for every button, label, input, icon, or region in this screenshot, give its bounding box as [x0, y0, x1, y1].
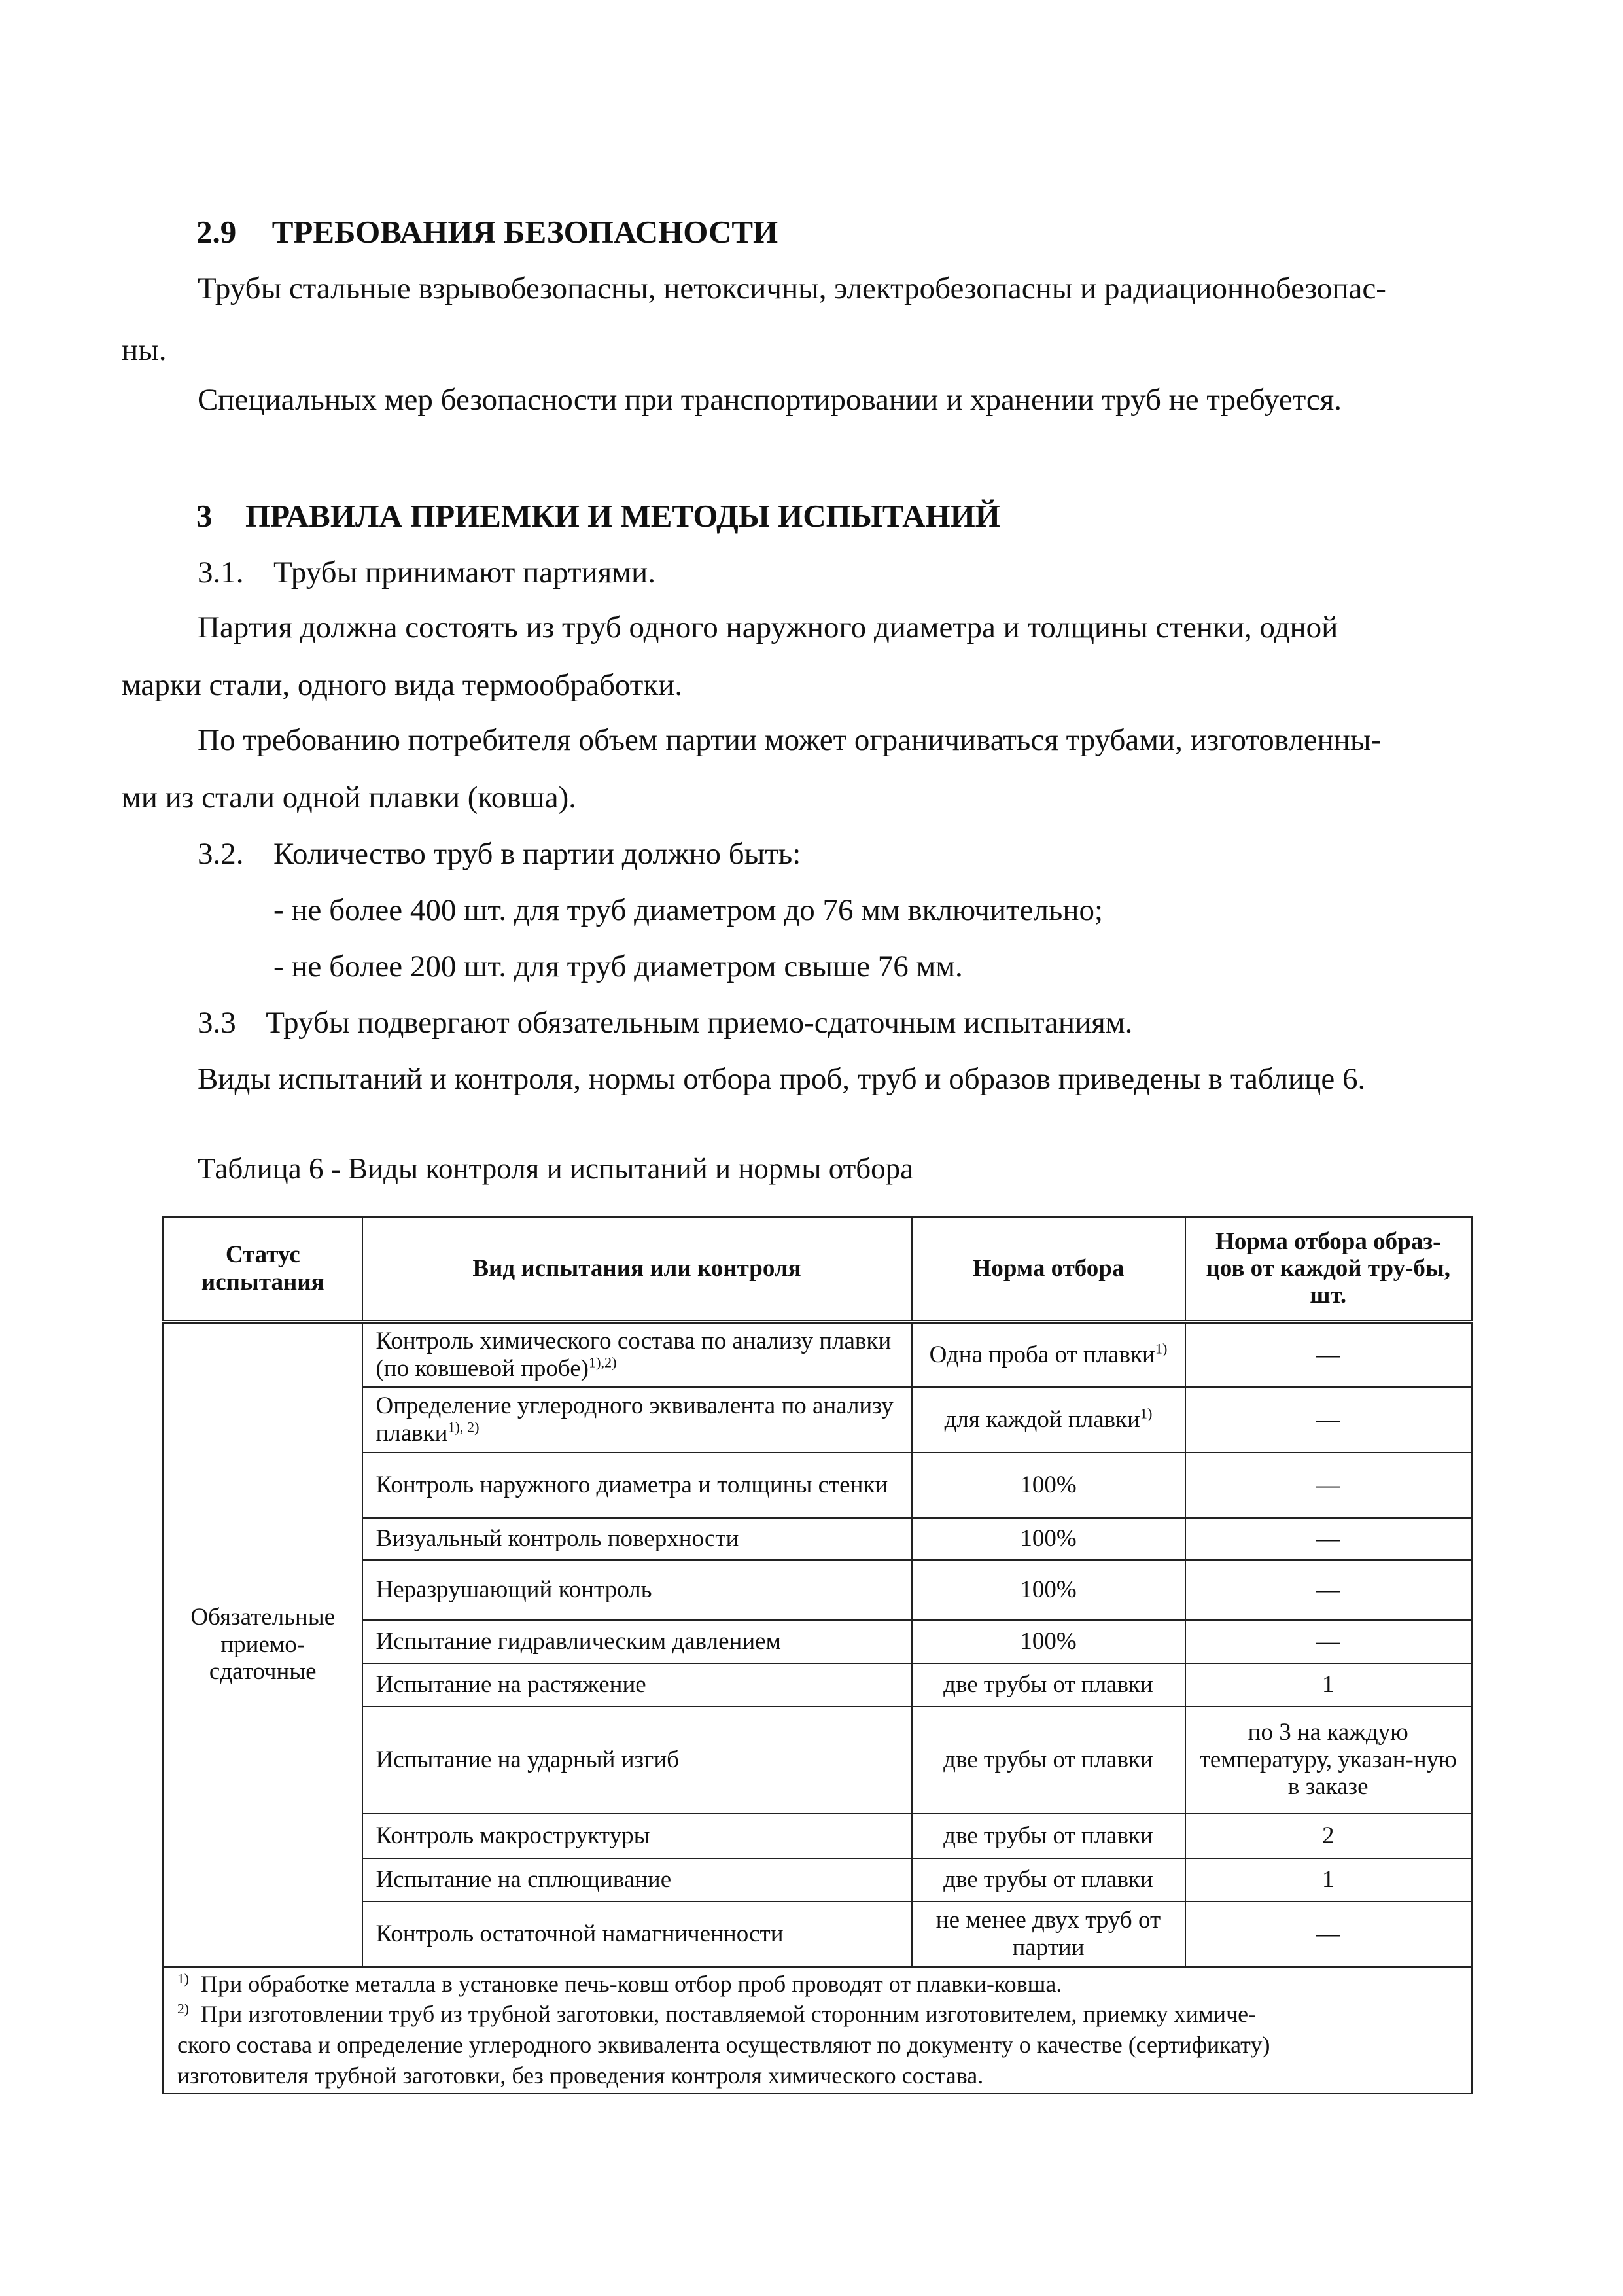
paragraph-3-3	[198, 1005, 1132, 1040]
header-samples: Норма отбора образ-цов от каждой тру-бы, шт.	[1185, 1217, 1472, 1322]
samples-cell: 1	[1185, 1858, 1472, 1901]
clause-number: 3.3	[198, 1006, 236, 1040]
footnote-ref: 1)	[1140, 1405, 1153, 1422]
norm-cell: две трубы от плавки	[912, 1858, 1185, 1901]
clause-text: Трубы принимают партиями.	[273, 556, 655, 590]
kind-cell: Контроль остаточной намагниченности	[362, 1901, 912, 1967]
header-kind: Вид испытания или контроля	[362, 1217, 912, 1322]
footnote-ref: 1),2)	[589, 1354, 617, 1371]
table-footnotes-row	[164, 1967, 1472, 2094]
kind-cell: Испытание на сплющивание	[362, 1858, 912, 1901]
norm-text: Одна проба от плавки	[929, 1341, 1155, 1368]
norm-cell: не менее двух труб от партии	[912, 1901, 1185, 1967]
paragraph-consumer-line2: ми из стали одной плавки (ковша).	[122, 781, 576, 815]
section-title: ПРАВИЛА ПРИЕМКИ И МЕТОДЫ ИСПЫТАНИЙ	[245, 498, 1000, 534]
status-cell: Обязательные приемо-сдаточные	[164, 1322, 362, 1967]
norm-cell: две трубы от плавки	[912, 1814, 1185, 1858]
footnote-2-cont: изготовителя трубной заготовки, без проведения контроля химического состава.	[177, 2062, 984, 2089]
paragraph-batch-line2: марки стали, одного вида термообработки.	[122, 668, 683, 702]
footnote-text: При обработке металла в установке печь-ковш отбор проб проводят от плавки-ковша.	[201, 1970, 1062, 1997]
paragraph-batch-line1: Партия должна состоять из труб одного наружного диаметра и толщины стенки, одной	[198, 610, 1338, 645]
paragraph-special-measures: Специальных мер безопасности при транспортировании и хранении труб не требуется.	[198, 383, 1342, 417]
norm-cell: две трубы от плавки	[912, 1663, 1185, 1706]
paragraph-consumer-line1: По требованию потребителя объем партии может ограничиваться трубами, изготовленны-	[198, 723, 1382, 757]
samples-cell: 2	[1185, 1814, 1472, 1858]
norm-cell	[912, 1322, 1185, 1387]
paragraph-test-types: Виды испытаний и контроля, нормы отбора проб, труб и образов приведены в таблице 6.	[198, 1062, 1366, 1096]
header-status: Статус испытания	[164, 1217, 362, 1322]
list-item: - не более 200 шт. для труб диаметром свыше 76 мм.	[273, 949, 963, 983]
norm-cell: 100%	[912, 1518, 1185, 1560]
footnote-mark: 2)	[177, 2001, 189, 2017]
kind-cell: Испытание на ударный изгиб	[362, 1706, 912, 1814]
paragraph-safety-line1: Трубы стальные взрывобезопасны, нетоксичны, электробезопасны и радиационнобезопас-	[198, 272, 1386, 306]
footnotes-cell	[164, 1967, 1472, 2094]
kind-text: Контроль химического состава по анализу плавки (по ковшевой пробе)	[375, 1328, 892, 1382]
samples-cell: —	[1185, 1518, 1472, 1560]
samples-cell: —	[1185, 1560, 1472, 1620]
clause-number: 3.1.	[198, 556, 244, 590]
norm-cell	[912, 1387, 1185, 1453]
footnote-1	[177, 1969, 1457, 2000]
section-number: 3	[196, 498, 213, 534]
samples-cell: 1	[1185, 1663, 1472, 1706]
table-6	[162, 1216, 1473, 2094]
footnote-2	[177, 1999, 1457, 2030]
kind-text: Определение углеродного эквивалента по анализу плавки	[375, 1392, 894, 1447]
header-norm: Норма отбора	[912, 1217, 1185, 1322]
kind-cell	[362, 1322, 912, 1387]
kind-cell: Испытание гидравлическим давлением	[362, 1620, 912, 1663]
footnote-ref: 1), 2)	[447, 1419, 480, 1436]
norm-cell: 100%	[912, 1620, 1185, 1663]
section-title: ТРЕБОВАНИЯ БЕЗОПАСНОСТИ	[271, 214, 778, 250]
samples-cell: —	[1185, 1387, 1472, 1453]
paragraph-safety-line2: ны.	[122, 333, 167, 367]
norm-cell: 100%	[912, 1453, 1185, 1518]
samples-cell: —	[1185, 1620, 1472, 1663]
samples-cell: —	[1185, 1322, 1472, 1387]
kind-cell: Контроль макроструктуры	[362, 1814, 912, 1858]
footnote-text: При изготовлении труб из трубной заготовки, поставляемой сторонним изготовителем, приемку химиче-	[201, 2001, 1257, 2028]
samples-cell: по 3 на каждую температуру, указан-ную в заказе	[1185, 1706, 1472, 1814]
section-3-heading	[196, 497, 1000, 535]
samples-cell: —	[1185, 1453, 1472, 1518]
section-number: 2.9	[196, 214, 237, 250]
samples-cell: —	[1185, 1901, 1472, 1967]
paragraph-3-1	[198, 555, 655, 590]
footnote-2-cont: ского состава и определение углеродного эквивалента осуществляют по документу о качестве (сертификату)	[177, 2032, 1270, 2058]
paragraph-3-2	[198, 836, 801, 872]
table-caption: Таблица 6 - Виды контроля и испытаний и нормы отбора	[198, 1152, 914, 1185]
kind-cell	[362, 1387, 912, 1453]
kind-cell: Испытание на растяжение	[362, 1663, 912, 1706]
footnote-mark: 1)	[177, 1970, 189, 1987]
clause-text: Количество труб в партии должно быть:	[273, 837, 801, 871]
norm-text: для каждой плавки	[944, 1405, 1140, 1433]
table-row	[164, 1322, 1472, 1387]
kind-cell: Неразрушающий контроль	[362, 1560, 912, 1620]
section-2-9-heading	[196, 213, 778, 251]
footnote-ref: 1)	[1155, 1340, 1168, 1357]
kind-cell: Визуальный контроль поверхности	[362, 1518, 912, 1560]
kind-cell: Контроль наружного диаметра и толщины стенки	[362, 1453, 912, 1518]
norm-cell: 100%	[912, 1560, 1185, 1620]
list-item: - не более 400 шт. для труб диаметром до 76 мм включительно;	[273, 893, 1104, 927]
table-header-row	[164, 1217, 1472, 1322]
norm-cell: две трубы от плавки	[912, 1706, 1185, 1814]
clause-text: Трубы подвергают обязательным приемо-сдаточным испытаниям.	[266, 1006, 1133, 1040]
clause-number: 3.2.	[198, 837, 244, 871]
